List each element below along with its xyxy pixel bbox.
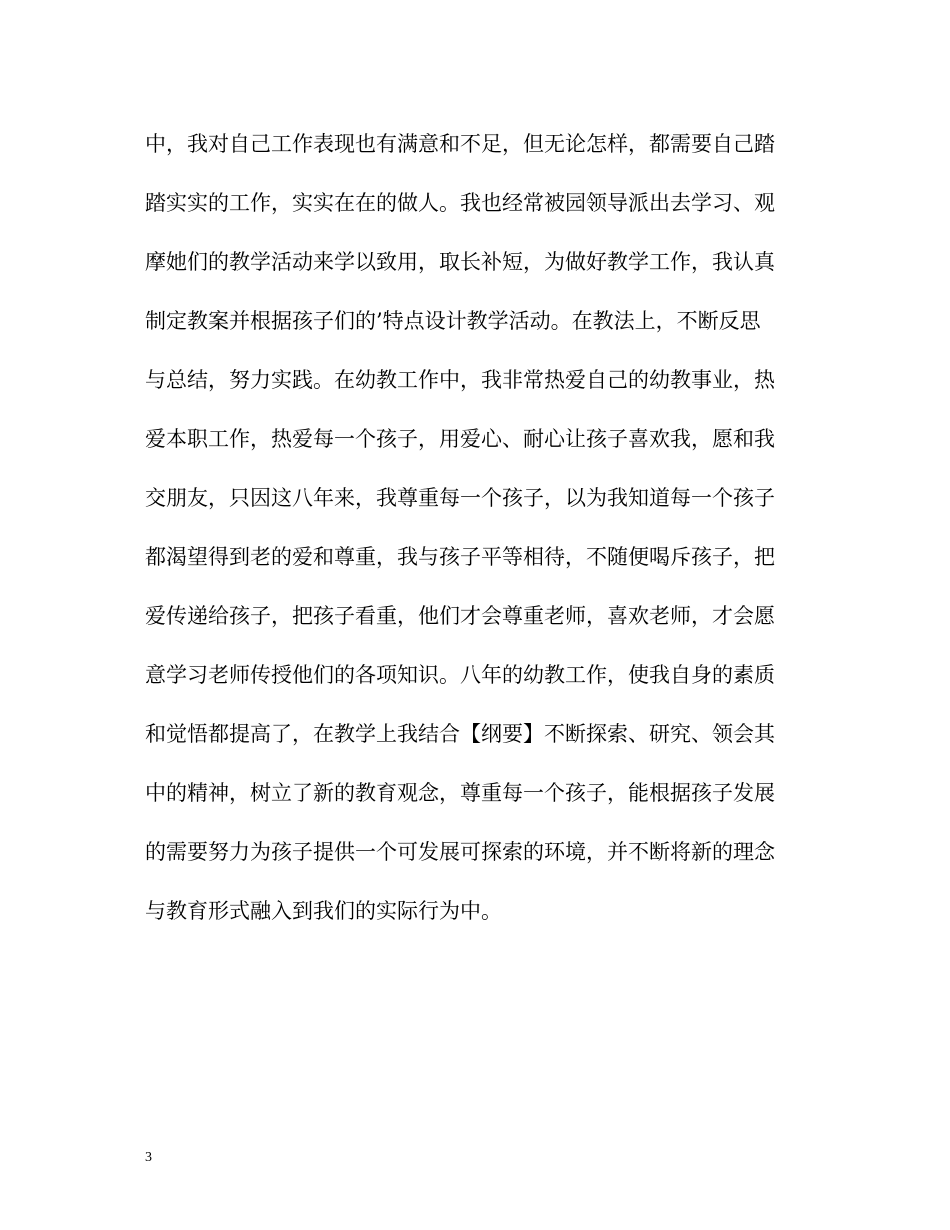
text-line-2: 踏实实的工作，实实在在的做人。我也经常被园领导派出去学习、观 bbox=[145, 191, 775, 215]
body-paragraph bbox=[145, 120, 805, 946]
text-line-3: 摩她们的教学活动来学以致用，取长补短，为做好教学工作，我认真 bbox=[145, 250, 775, 274]
text-line-4: 制定教案并根据孩子们的’特点设计教学活动。在教法上，不断反思 bbox=[145, 309, 761, 333]
text-line-13: 的需要努力为孩子提供一个可发展可探索的环境，并不断将新的理念 bbox=[145, 840, 775, 864]
text-line-12: 中的精神，树立了新的教育观念，尊重每一个孩子，能根据孩子发展 bbox=[145, 781, 775, 805]
text-line-11: 和觉悟都提高了，在教学上我结合【纲要】不断探索、研究、领会其 bbox=[145, 722, 775, 746]
text-line-10: 意学习老师传授他们的各项知识。八年的幼教工作，使我自身的素质 bbox=[145, 663, 775, 687]
text-line-8: 都渴望得到老的爱和尊重，我与孩子平等相待，不随便喝斥孩子，把 bbox=[145, 545, 775, 569]
text-line-9: 爱传递给孩子，把孩子看重，他们才会尊重老师，喜欢老师，才会愿 bbox=[145, 604, 775, 628]
text-line-14: 与教育形式融入到我们的实际行为中。 bbox=[145, 899, 502, 923]
text-line-7: 交朋友，只因这八年来，我尊重每一个孩子，以为我知道每一个孩子 bbox=[145, 486, 775, 510]
text-line-5: 与总结，努力实践。在幼教工作中，我非常热爱自己的幼教事业，热 bbox=[145, 368, 775, 392]
text-line-6: 爱本职工作，热爱每一个孩子，用爱心、耐心让孩子喜欢我，愿和我 bbox=[145, 427, 775, 451]
page-number: 3 bbox=[145, 1150, 152, 1165]
text-line-1: 中，我对自己工作表现也有满意和不足，但无论怎样，都需要自己踏 bbox=[145, 132, 775, 156]
